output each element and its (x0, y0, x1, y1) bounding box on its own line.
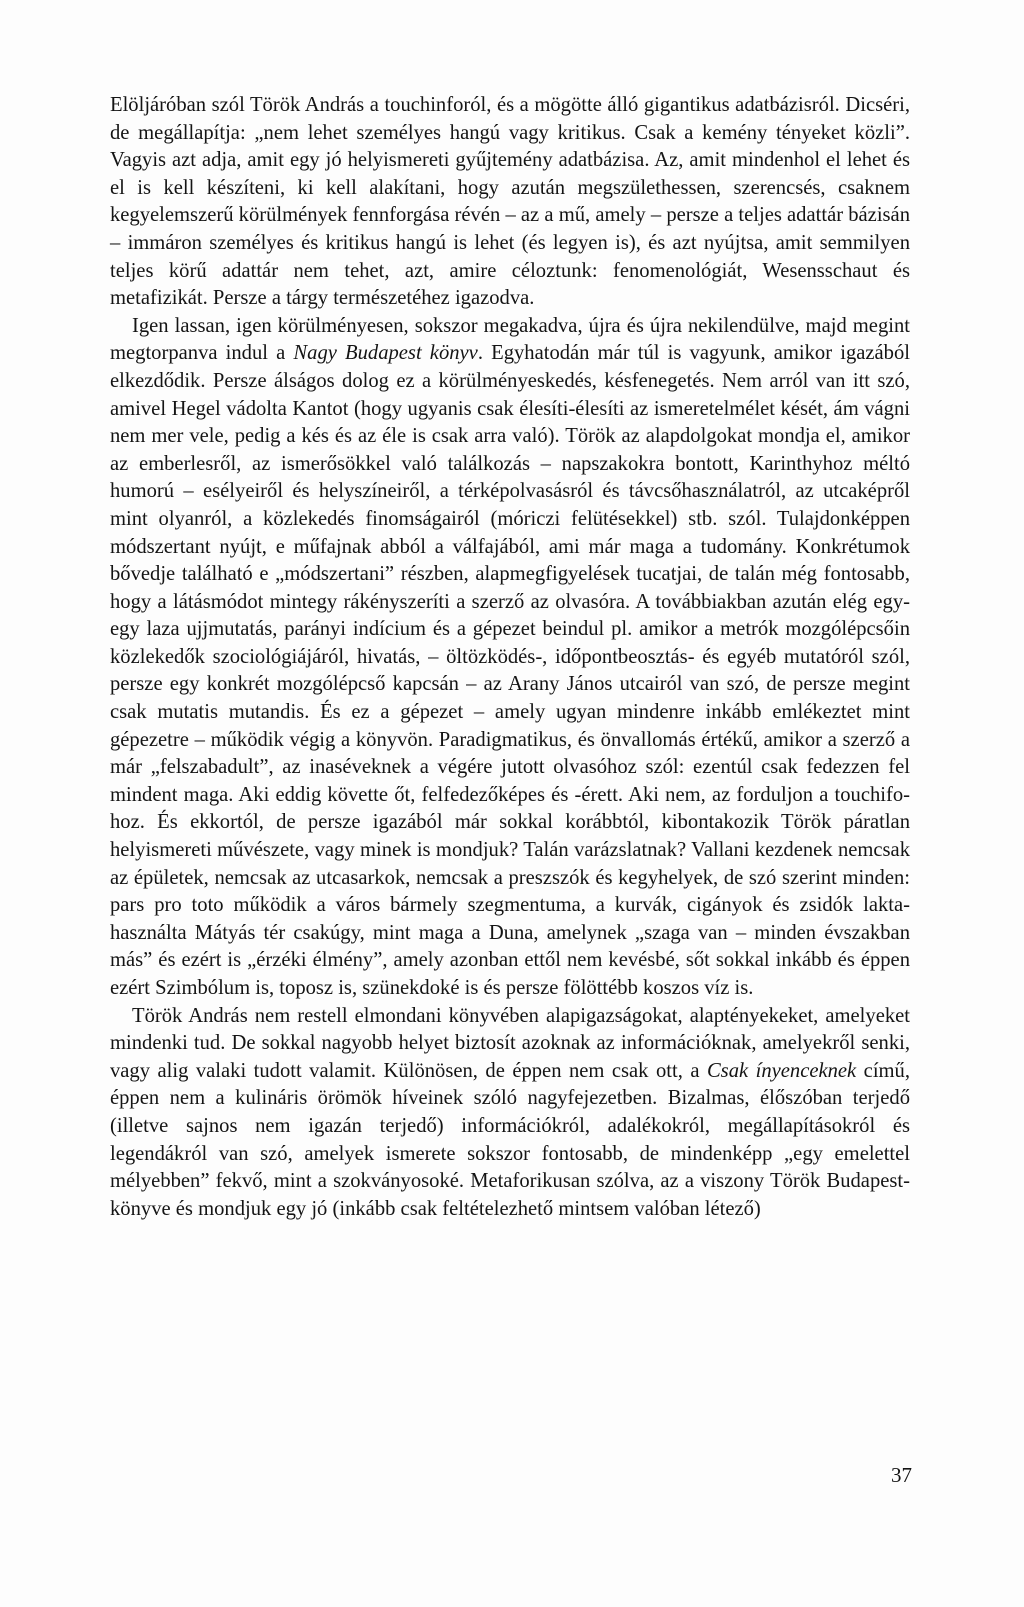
body-text (110, 92, 910, 1223)
text-segment: című, éppen nem a kulináris örömök híveinek szóló nagyfejezetben. Bizalmas, élőszóban terjedő (illetve sajnos nem igazán terjedő) információkról, adalékokról, megállapításokról és legendákról van szó, amelyek ismerete sokszor fontosabb, de mindenképp „egy emelettel mélyebben” fekvő, mint a szokványosoké. Metaforikusan szólva, az a viszony Török Budapestkönyve és mondjuk egy jó (inkább csak feltételezhető mintsem valóban létező) (110, 1059, 911, 1220)
chapter-title-italic: Csak ínyenceknek (706, 1059, 857, 1082)
book-title-italic: Nagy Budapest könyv (293, 342, 478, 365)
paragraph-2 (110, 313, 910, 1003)
text-segment: Igen lassan, igen körülményesen, sokszor megakadva, újra és újra nekilendülve, majd megint megtorpanva indul a (110, 314, 910, 365)
page-number: 37 (891, 1463, 912, 1487)
text-segment: Elöljáróban szól Török András a touchinforól, és a mögötte álló gigantikus adatbázisról. Dicséri, de megállapítja: „nem lehet személyes hangú vagy kritikus. Csak a kemény tényeket közli”. Vagyis azt adja, amit egy jó helyismereti gyűjtemény adatbázisa. Az, amit mindenhol el lehet és el is kell készíteni, ki kell alakítani, hogy azután megszülethessen, szerencsés, csaknem kegyelemszerű körülmények fennforgása révén – az a mű, amely – persze a teljes adattár bázisán – immáron személyes és kritikus hangú is lehet (és legyen is), és azt nyújtsa, amit semmilyen teljes körű adattár nem tehet, azt, amire céloztunk: fenomenológiát, Wesensschaut és metafizikát. Persze a tárgy természetéhez igazodva. (110, 94, 910, 310)
text-segment: . Egyhatodán már túl is vagyunk, amikor igazából elkezdődik. Persze álságos dolog ez a körülményeskedés, késfenegetés. Nem arról van itt szó, amivel Hegel vádolta Kantot (hogy ugyanis csak élesíti-élesíti az ismeretelmélet kését, ám vágni nem mer vele, pedig a kés és az éle is csak arra való). Török az alapdolgokat mondja el, amikor az emberlesről, az ismerősökkel való találkozás – napszakokra bontott, Karinthyhoz méltó humorú – esélyeiről és helyszíneiről, a térképolvasásról és távcsőhasználatról, az utcaképről mint olyanról, a közlekedés finomságairól (móriczi felütésekkel) stb. szól. Tulajdonképpen módszertant nyújt, e műfajnak abból a válfajából, ami már maga a tudomány. Konkrétumok bővedje található e „módszertani” részben, alapmegfigyelések tucatjai, de talán még fontosabb, hogy a látásmódot mintegy rákényszeríti a szerző az olvasóra. A továbbiakban azután elég egy-egy laza ujjmutatás, parányi indícium és a gépezet beindul pl. amikor a metrók mozgólépcsőin közlekedők szociológiájáról, hivatás, – öltözködés-, időpontbeosztás- és egyéb mutatóról szól, persze egy konkrét mozgólépcső kapcsán – az Arany János utcairól van szó, de persze megint csak mutatis mutandis. És ez a gépezet – amely ugyan mindenre inkább emlékeztet mint gépezetre – működik végig a könyvön. Paradigmatikus, és önvallomás értékű, amikor a szerző a már „felszabadult”, az inaséveknek a végére jutott olvasóhoz szól: ezentúl csak fedezzen fel mindent maga. Aki eddig követte őt, felfedezőképes és -érett. Aki nem, az forduljon a touchifohoz. És ekkortól, de persze igazából már sokkal korábbtól, kibontakozik Török páratlan helyismereti művészete, vagy minek is mondjuk? Talán varázslatnak? Vallani kezdenek nemcsak az épületek, nemcsak az utcasarkok, nemcsak a preszszók és kegyhelyek, de szó szerint minden: pars pro toto működik a város bármely szegmentuma, a kurvák, cigányok és zsidók lakta-használta Mátyás tér csakúgy, mint maga a Duna, amelynek „szaga van – minden évszakban más” és ezért is „érzéki élmény”, amely azonban ettől nem kevésbé, sőt sokkal inkább és éppen ezért Szimbólum is, toposz is, szünekdoké is és persze fölöttébb koszos víz is. (110, 342, 910, 999)
text-segment: Török András nem restell elmondani könyvében alapigazságokat, alaptényekeket, amelyeket mindenki tud. De sokkal nagyobb helyet biztosít azoknak az információknak, amelyekről senki, vagy alig valaki tudott valamit. Különösen, de éppen nem csak ott, a (110, 1004, 910, 1082)
paragraph-1 (110, 92, 910, 313)
paragraph-3 (110, 1003, 910, 1224)
